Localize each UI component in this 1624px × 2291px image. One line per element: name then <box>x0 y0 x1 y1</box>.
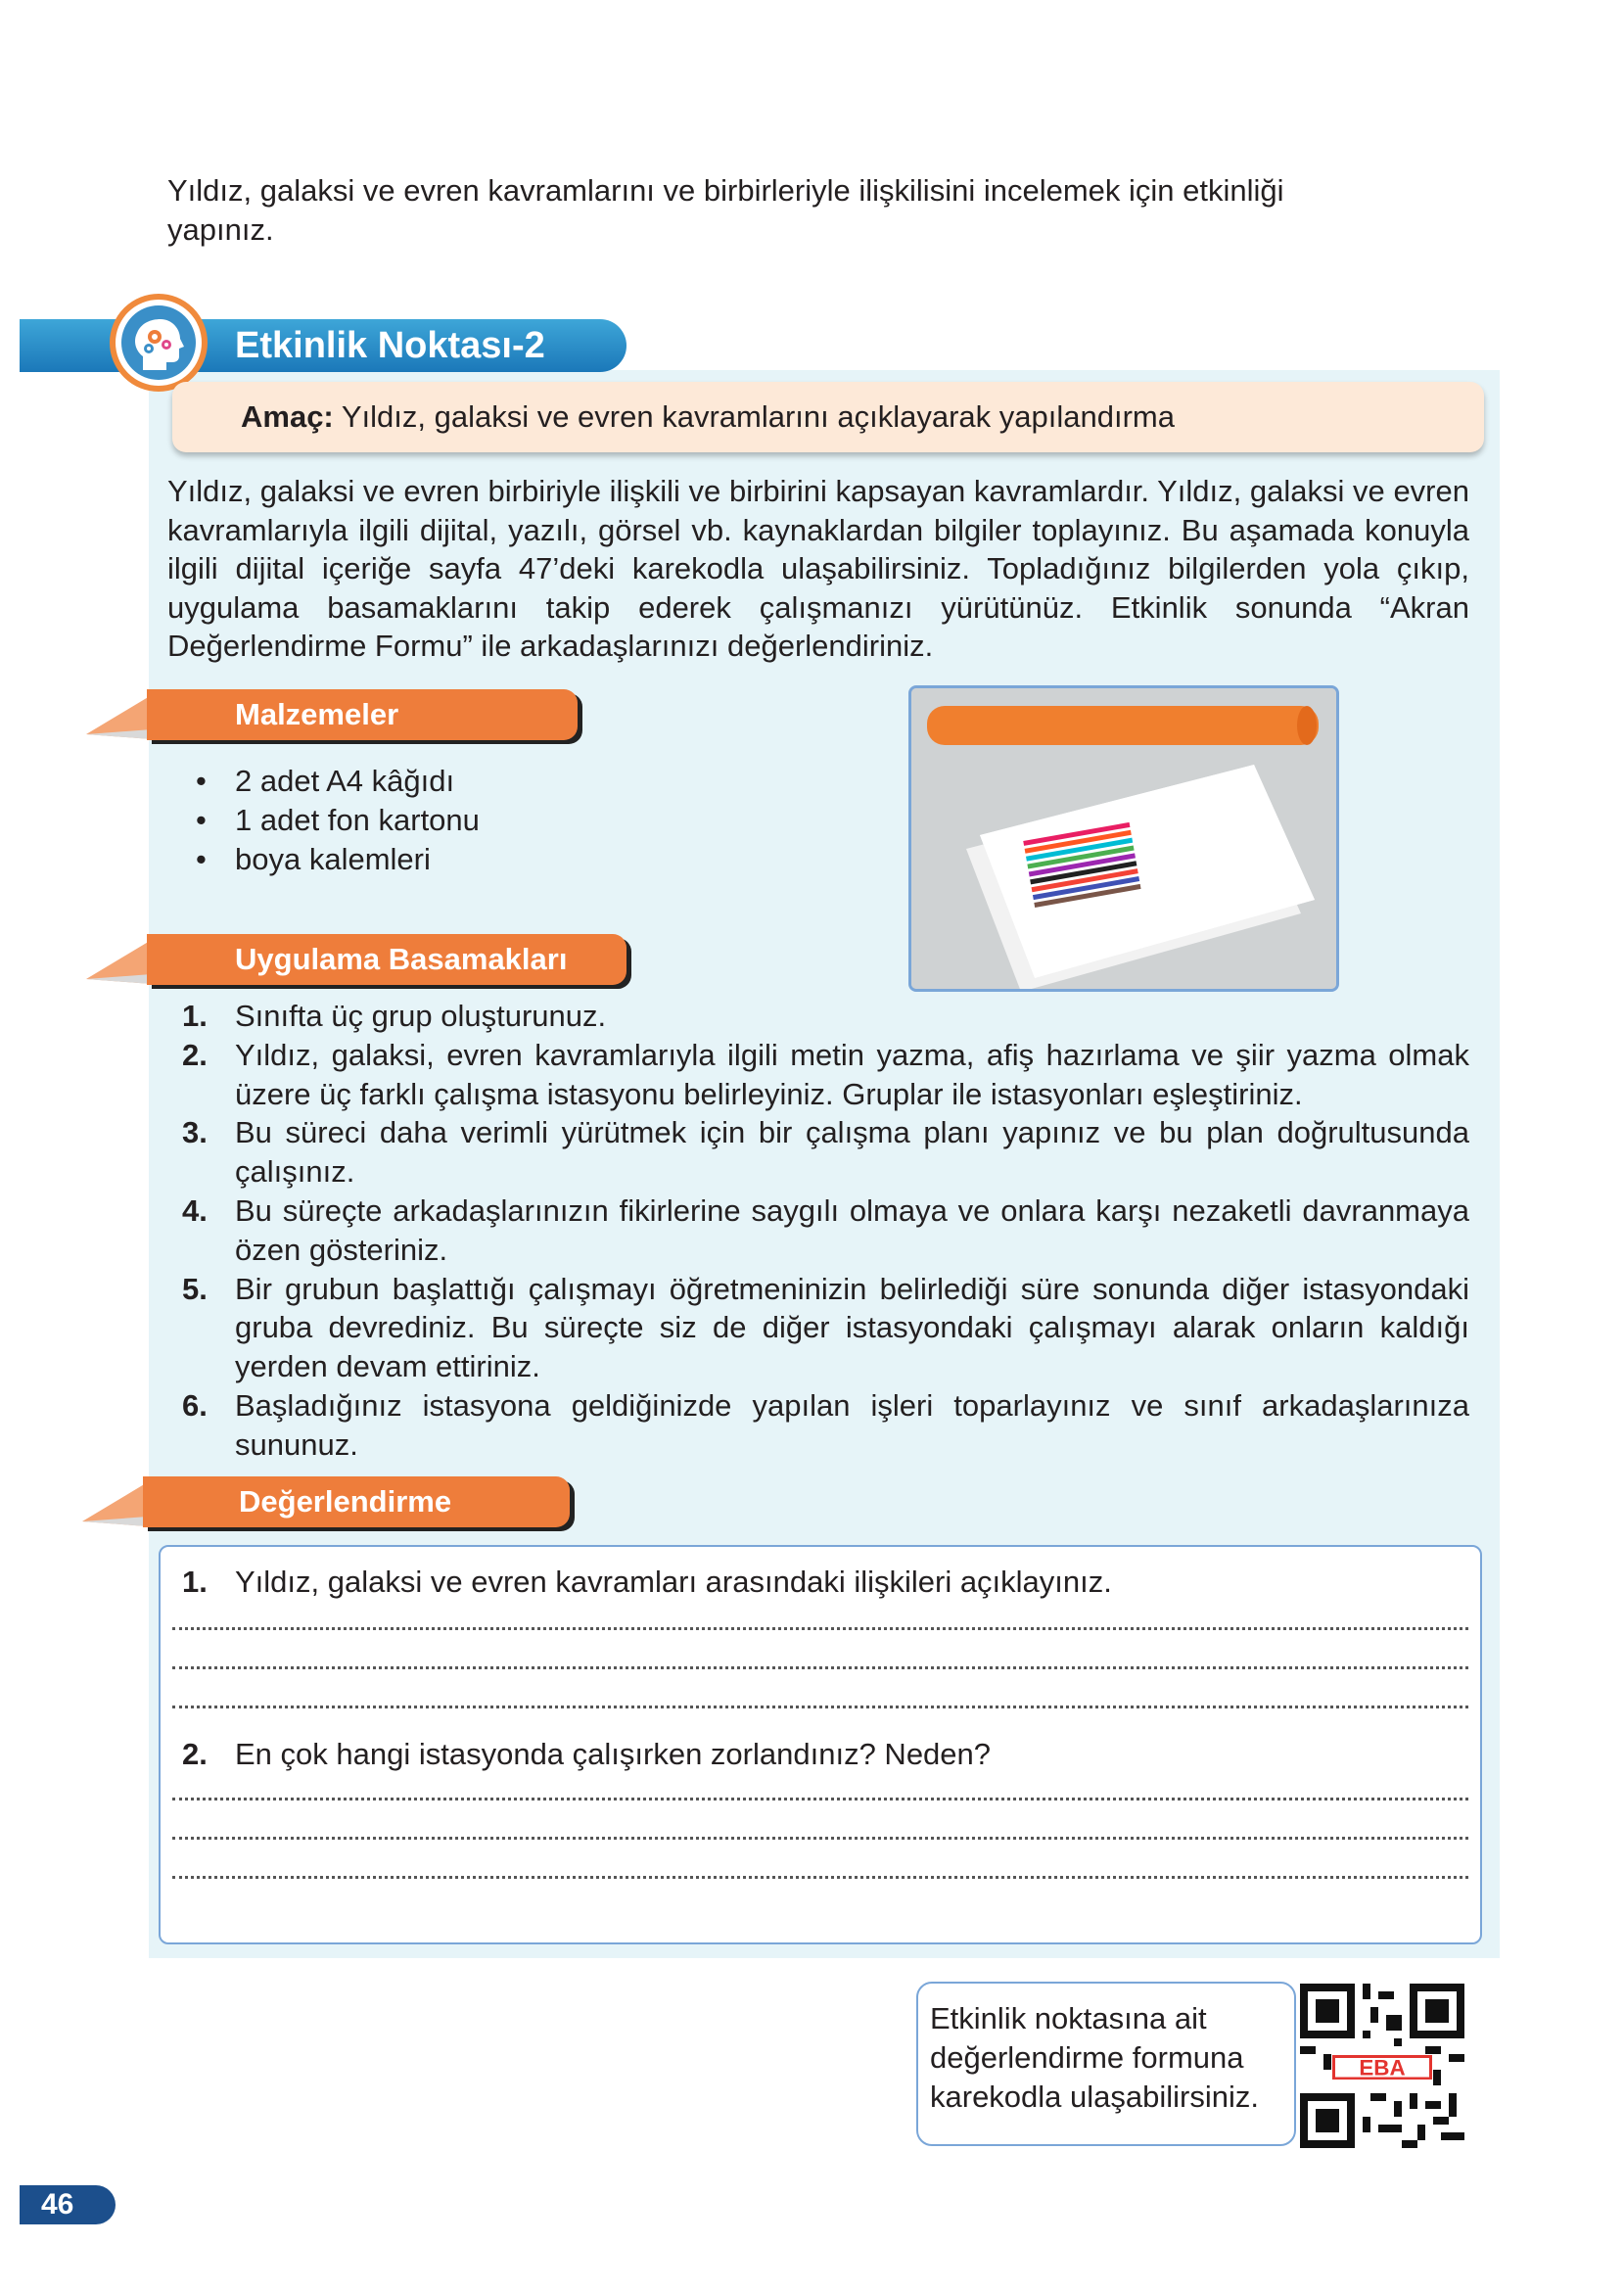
list-item: 5. Bir grubun başlattığı çalışmayı öğretmeninizin belirlediği süre sonunda diğer istasyondaki gruba devrediniz. Bu süreçte siz de diğer istasyondaki çalışmayı alarak onların kaldığı yerden devam ettiriniz. <box>182 1271 1469 1384</box>
question-1: 1. Yıldız, galaksi ve evren kavramları arasındaki ilişkileri açıklayınız. <box>182 1565 1112 1599</box>
activity-paragraph: Yıldız, galaksi ve evren birbiriyle ilişkili ve birbirini kapsayan kavramlardır. Yıldız, galaksi ve evren kavramlarıyla ilgili dijital, yazılı, görsel vb. kaynaklardan bilgiler toplayınız. Bu aşamada konuyla ilgili dijital içeriğe sayfa 47’deki karekodla ulaşabilirsiniz. Topladığınız bilgilerden yola çıkıp, uygulama basamaklarını takip ederek çalışmanızı yürütünüz. Etkinlik sonunda “Akran Değerlendirme Formu” ile arkadaşlarınızı değerlendiriniz. <box>167 474 1469 664</box>
answer-line[interactable] <box>172 1837 1468 1840</box>
intro-text-line2: yapınız. <box>167 212 274 247</box>
intro-text: Yıldız, galaksi ve evren kavramlarını ve birbirleriyle ilişkilisini incelemek için etkinliği <box>167 173 1284 208</box>
activity-title: Etkinlik Noktası-2 <box>235 325 545 366</box>
list-item: 4. Bu süreçte arkadaşlarınızın fikirlerine saygılı olmaya ve onlara karşı nezaketli davranmaya özen gösteriniz. <box>182 1192 1469 1267</box>
list-item: 6. Başladığınız istasyona geldiğinizde yapılan işleri toparlayınız ve sınıf arkadaşlarınıza sununuz. <box>182 1387 1469 1462</box>
materials-photo <box>908 685 1339 992</box>
evaluation-heading: Değerlendirme <box>239 1484 452 1519</box>
materials-illustration <box>911 688 1339 992</box>
purpose-value: Yıldız, galaksi ve evren kavramlarını açıklayarak yapılandırma <box>341 399 1175 434</box>
list-item: 1. Sınıfta üç grup oluşturunuz. <box>182 999 607 1033</box>
answer-line[interactable] <box>172 1876 1468 1879</box>
materials-heading: Malzemeler <box>235 697 399 731</box>
answer-line[interactable] <box>172 1666 1468 1669</box>
question-2: 2. En çok hangi istasyonda çalışırken zorlandınız? Neden? <box>182 1737 992 1771</box>
answer-line[interactable] <box>172 1706 1468 1708</box>
head-gears-icon <box>121 305 196 380</box>
qr-code-icon <box>1300 1984 1464 2148</box>
purpose-text <box>241 392 1175 443</box>
steps-heading: Uygulama Basamakları <box>235 942 568 976</box>
qr-note-text: Etkinlik noktasına ait değerlendirme formuna karekodla ulaşabilirsiniz. <box>930 2001 1259 2114</box>
list-item: 3. Bu süreci daha verimli yürütmek için bir çalışma planı yapınız ve bu plan doğrultusunda çalışınız. <box>182 1115 1469 1190</box>
qr-logo: EBA <box>1359 2055 1406 2081</box>
head-gears-svg <box>121 305 196 380</box>
qr-code[interactable] <box>1300 1984 1464 2148</box>
page-number: 46 <box>20 2185 116 2224</box>
steps-list <box>167 997 1469 1465</box>
purpose-label: Amaç: <box>241 399 334 434</box>
list-item: 2. Yıldız, galaksi, evren kavramlarıyla ilgili metin yazma, afiş hazırlama ve şiir yazma olmak üzere üç farklı çalışma istasyonu belirleyiniz. Gruplar ile istasyonları eşleştiriniz. <box>182 1037 1469 1111</box>
answer-line[interactable] <box>172 1798 1468 1800</box>
answer-line[interactable] <box>172 1627 1468 1630</box>
